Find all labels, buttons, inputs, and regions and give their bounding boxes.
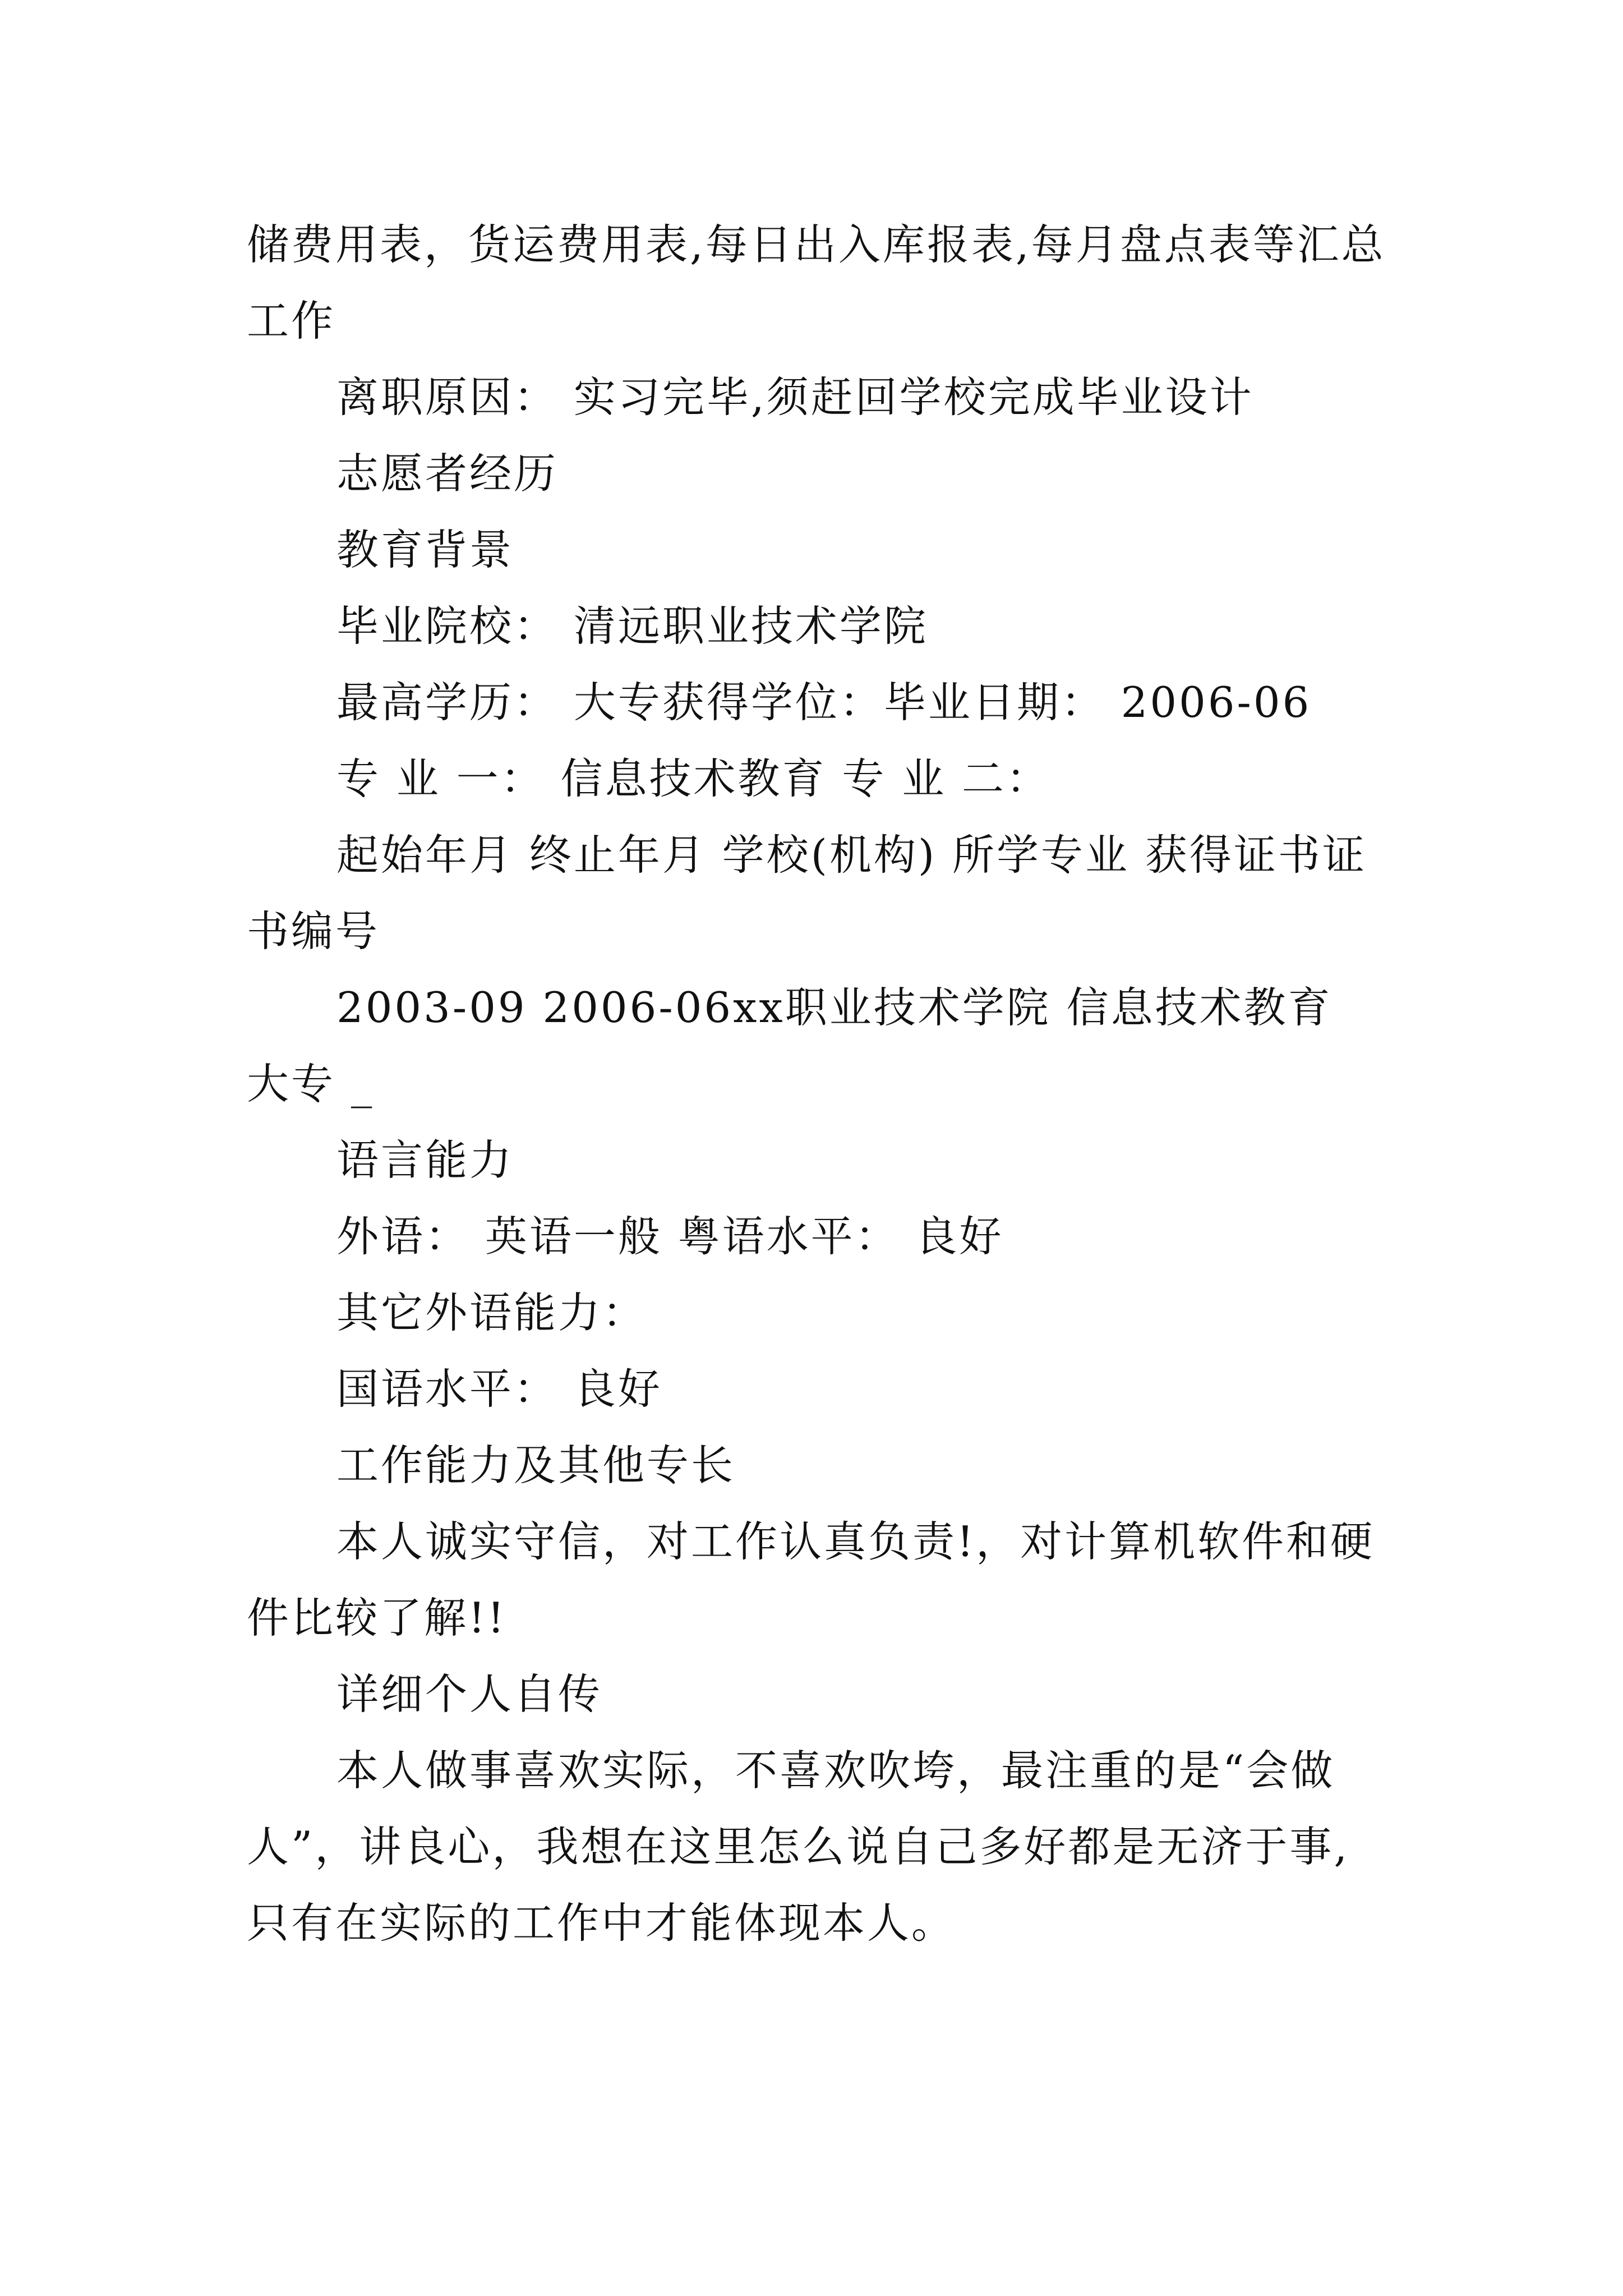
paragraph-graduate-school: 毕业院校： 清远职业技术学院	[336, 601, 928, 651]
heading-language-ability: 语言能力	[336, 1135, 514, 1185]
paragraph-highest-degree: 最高学历： 大专获得学位：毕业日期： 2006-06	[336, 678, 1312, 727]
paragraph-leaving-reason: 离职原因： 实习完毕,须赶回学校完成毕业设计	[336, 372, 1254, 422]
heading-education-background: 教育背景	[336, 525, 514, 574]
paragraph-education-record: 2003-09 2006-06xx职业技术学院 信息技术教育 大专 _	[247, 983, 1332, 1108]
paragraph-storage-fees: 储费用表，货运费用表,每日出入库报表,每月盘点表等汇总工作	[247, 220, 1386, 346]
heading-personal-autobiography: 详细个人自传	[336, 1669, 603, 1719]
paragraph-mandarin-level: 国语水平： 良好	[336, 1364, 662, 1414]
heading-volunteer-experience: 志愿者经历	[336, 449, 559, 498]
heading-work-ability: 工作能力及其他专长	[336, 1441, 736, 1490]
paragraph-work-ability: 本人诚实守信，对工作认真负责!，对计算机软件和硬件比较了解!!	[247, 1517, 1375, 1642]
paragraph-foreign-language: 外语： 英语一般 粤语水平： 良好	[336, 1212, 1004, 1261]
paragraph-other-languages: 其它外语能力：	[336, 1288, 647, 1337]
paragraph-majors: 专 业 一： 信息技术教育 专 业 二：	[336, 754, 1051, 803]
paragraph-education-table-header: 起始年月 终止年月 学校(机构) 所学专业 获得证书证书编号	[247, 830, 1367, 956]
paragraph-personal-autobiography: 本人做事喜欢实际，不喜欢吹垮，最注重的是“会做人”，讲良心，我想在这里怎么说自己多好都是无济于事,只有在实际的工作中才能体现本人。	[247, 1746, 1350, 1948]
